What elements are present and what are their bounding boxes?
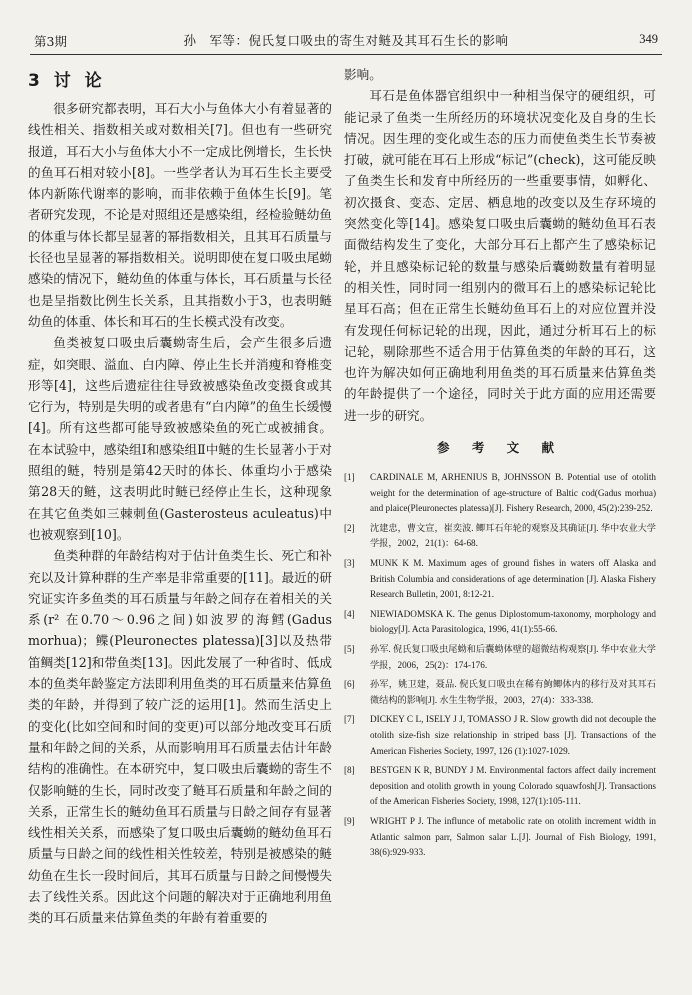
paragraph: 影响。 [344,67,382,82]
paragraph: 很多研究都表明，耳石大小与鱼体大小有着显著的线性相关、指数相关或对数相关[7]。但也有一些研究报道，耳石大小与鱼体大小不一定成比例增长，生长快的鱼耳石相对较小[8]。一些学者认为耳石生长主要受体内新陈代谢率的影响，而非依赖于鱼体生长[9]。笔者研究发现，不论是对照组还是感染组，经检验鲢幼鱼的体重与体长都呈显著的幂指数相关，且其耳石质量与长径也呈显著的幂指数相关。说明即使在复口吸虫尾蚴感染的情况下，鲢幼鱼的体重与体长，耳石质量与长径也是呈指数比例生长关系，且其指数小于3，也表明鲢幼鱼的体重、体长和耳石的生长模式没有改变。 [28,101,332,329]
reference-item: [7] DICKEY C L, ISELY J J, TOMASSO J R. Slow growth did not decouple the otolith size-fish size relationship in striped bass [J]. Transactions of the American Fisheries Society, 1997, 126 (1):1027-1029. [344,714,656,756]
reference-item: [2] 沈建忠，曹文宣，崔奕波. 鲫耳石年轮的观察及其确证[J]. 华中农业大学学报，2002，21(1)：64-68. [344,522,656,549]
running-title: 孙 军等：倪氏复口吸虫的寄生对鲢及其耳石生长的影响 [183,33,509,48]
issue-number: 第3期 [34,34,67,49]
reference-item: [9] WRIGHT P J. The influnce of metabolic rate on otolith increment width in Atlantic salmon parr, Salmon salar L.[J]. Journal of Fish Biology, 1991, 38(6):929-933. [344,815,656,858]
paragraph: 鱼类被复口吸虫后囊蚴寄生后，会产生很多后遗症，如突眼、溢血、白内障、停止生长并消瘦和脊椎变形等[4]，这些后遗症往往导致被感染鱼改变摄食或其它行为，特别是失明的或者患有“白内障”的鱼生长缓慢[4]。所有这些都可能导致被感染鱼的死亡或被捕食。在本试验中，感染组Ⅰ和感染组Ⅱ中鲢的生长显著小于对照组的鲢，特别是第42天时的体长、体重均小于感染第28天的鲢，这表明此时鲢已经停止生长，这种现象在其它鱼类如三棘刺鱼(Gasterosteus aculeatus)中也被观察到[10]。 [28,335,332,542]
reference-item: [5] 孙军. 倪氏复口吸虫尾蚴和后囊蚴体壁的超微结构观察[J]. 华中农业大学学报，2006，25(2)：174-176. [344,643,656,670]
paragraph: 耳石是鱼体器官组织中一种相当保守的硬组织，可能记录了鱼类一生所经历的环境状况变化及自身的生长情况。因生理的变化或生态的压力而使鱼类生长节奏被打破，就可能在耳石上形成“标记”(check)，这可能反映了鱼类生长和发育中所经历的一些重要事情，如孵化、初次摄食、变态、定居、栖息地的改变以及生存环境的突然变化等[14]。感染复口吸虫后囊蚴的鲢幼鱼耳石表面微结构发生了变化，大部分耳石上都产生了感染标记轮，并且感染标记轮的数量与感染后囊蚴数量有着明显的相关性，同时同一组别内的微耳石上的感染标记轮比星耳石高；但在正常生长鲢幼鱼耳石上的对应位置并没有发现任何标记轮的出现，因此，通过分析耳石上的标记轮，剔除那些不适合用于估算鱼类的年龄的耳石，这也许为解决如何正确地利用鱼类的耳石质量来估算鱼类的年龄提供了一个途径，同时关于此方面的应用还需要进一步的研究。 [344,88,656,423]
left-column [28,64,332,929]
paragraph: 鱼类种群的年龄结构对于估计鱼类生长、死亡和补充以及计算种群的生产率是非常重要的[11]。最近的研究证实许多鱼类的耳石质量与年龄之间存在着相关的关系(r² 在0.70～0.96之间)如波罗的海鳕(Gadus morhua)；鲽(Pleuronectes platessa)[3]以及热带笛鲷类[12]和带鱼类[13]。因此发展了一种省时、低成本的鱼类年龄鉴定方法即利用鱼类的耳石质量来估算鱼类的年龄，并得到了较广泛的运用[1]。然而生活史上的变化(比如空间和时间的变更)可以部分地改变耳石质量和年龄之间的关系，从而影响用耳石质量去估计年龄结构的准确性。在本研究中，复口吸虫后囊蚴的寄生不仅影响鲢的生长，同时改变了鲢耳石质量和年龄之间的关系，正常生长的鲢幼鱼耳石质量与日龄之间存有显著线性相关关系，而感染了复口吸虫后囊蚴的鲢幼鱼耳石质量与日龄之间的线性相关性较差，特别是被感染的鲢幼鱼在生长一段时间后，其耳石质量与日龄之间慢慢失去了线性关系。因此这个问题的解决对于正确地利用鱼类的耳石质量来估算鱼类的年龄有着重要的 [28,548,332,926]
section-heading: 3 讨 论 [28,71,106,91]
references-heading: 参 考 文 献 [436,440,564,456]
right-column [344,64,656,865]
reference-item: [3] MUNK K M. Maximum ages of ground fishes in waters off Alaska and British Columbia and considerations of age determination [J]. Alaska Fishery Research Bulletin, 2001, 8:12-21. [344,558,656,600]
running-header [30,28,662,55]
reference-item: [6] 孙军，姚卫建，聂品. 倪氏复口吸虫在稀有鮈鲫体内的移行及对其耳石微结构的影响[J]. 水生生物学报，2003，27(4)：333-338. [344,679,656,705]
reference-item: [8] BESTGEN K R, BUNDY J M. Environmental factors affect daily increment deposition and otolith growth in young Colorado squawfosh[J]. Transactions of the American Fisheries Society, 1998, 127(1):105-111. [344,765,656,807]
reference-item: [1] CARDINALE M, ARHENIUS B, JOHNSSON B. Potential use of otolith weight for the determination of age-structure of Baltic cod(Gadus morhua) and plaice(Pleuronectes platessa)[J]. Fishery Research, 2000, 45(2):239-252. [344,472,656,514]
page-number: 349 [639,32,658,46]
reference-item: [4] NIEWIADOMSKA K. The genus Diplostomum-taxonomy, morphology and biology[J]. Acta Parasitologica, 1996, 41(1):55-66. [344,608,656,635]
